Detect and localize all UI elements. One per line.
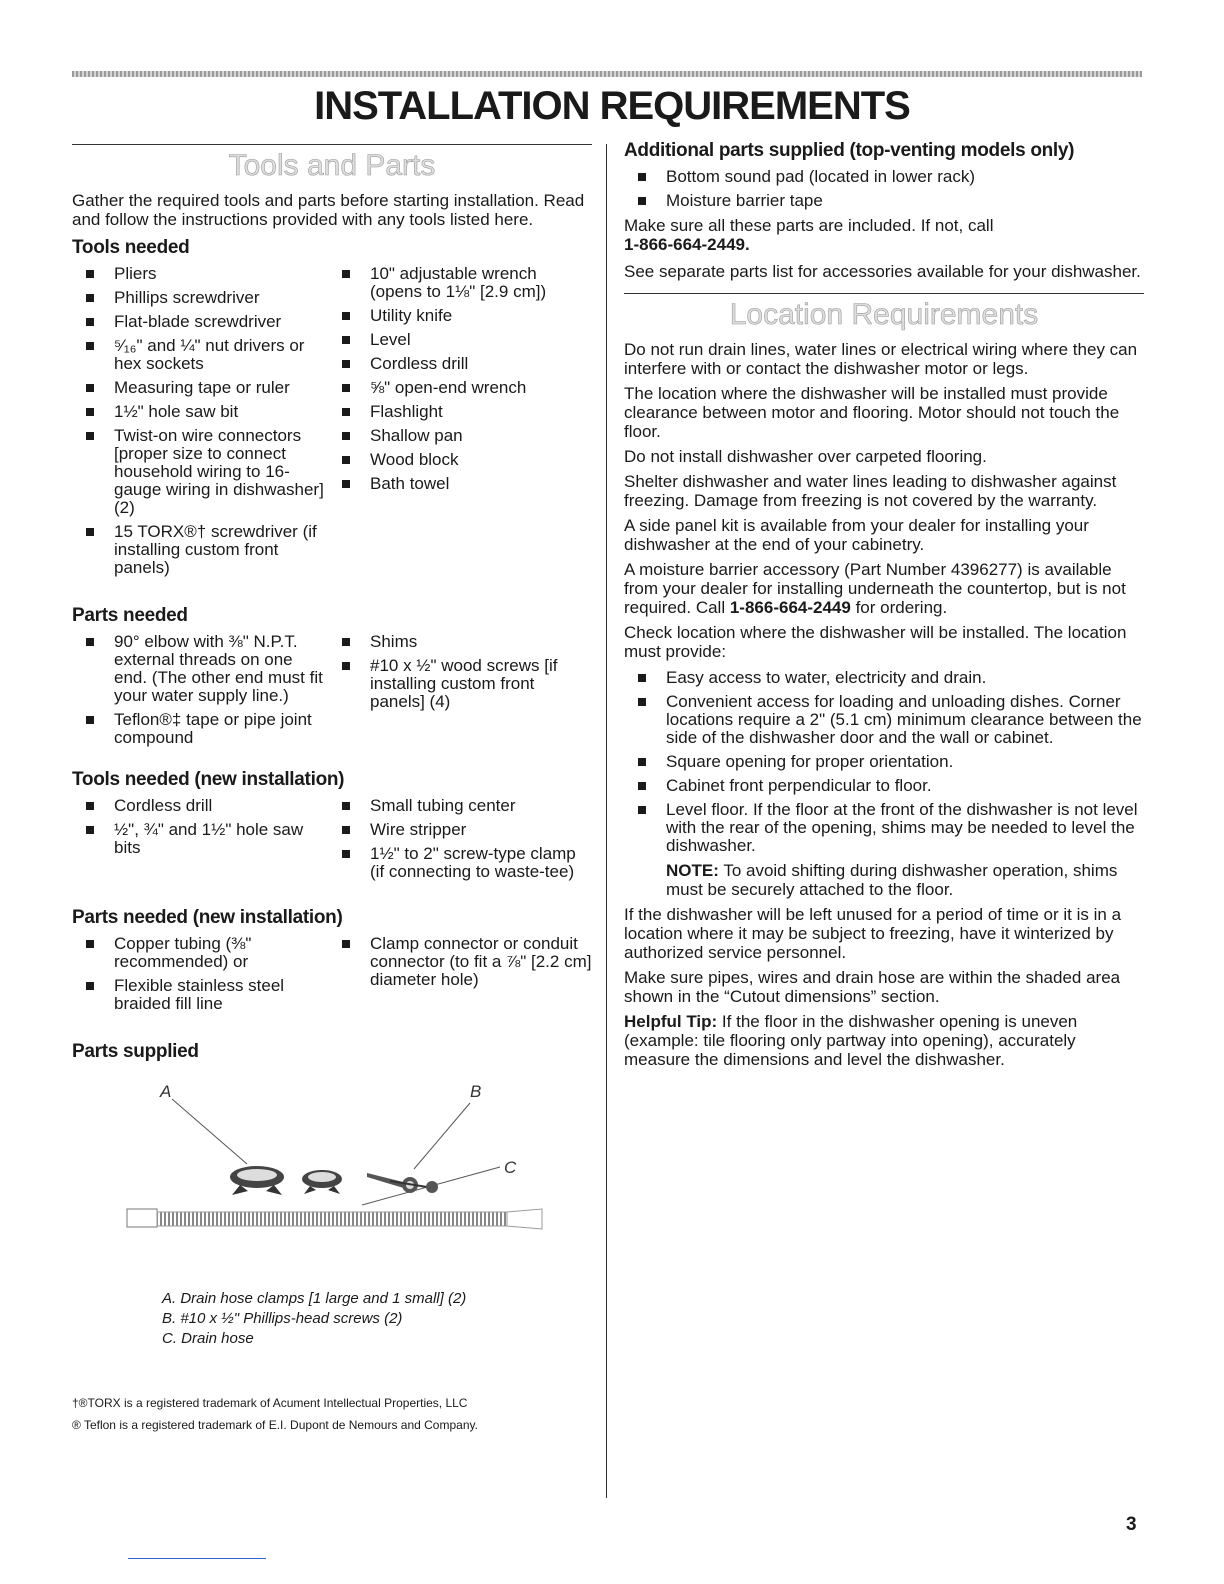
list-item: Cordless drill (72, 797, 328, 815)
winter-para: If the dishwasher will be left unused for a period of time or it is in a location where it may be subject to freezing, have it winterized by authorized service personnel. (624, 905, 1122, 962)
leader-line-b (414, 1103, 470, 1169)
list-item: Clamp connector or conduit connector (to fit a ⅞" [2.2 cm] diameter hole) (328, 935, 592, 989)
additional-parts-list (624, 168, 1144, 210)
list-item: Easy access to water, electricity and drain. (624, 669, 1144, 687)
tools-intro: Gather the required tools and parts before starting installation. Read and follow the instructions provided with any tools listed here. (72, 191, 585, 229)
moisture-post: for ordering. (855, 598, 948, 617)
call-text: Make sure all these parts are included. If not, call (624, 216, 994, 235)
parts-needed-col1 (72, 633, 328, 753)
page-title: INSTALLATION REQUIREMENTS (314, 84, 910, 128)
moisture-pre: A moisture barrier accessory (Part Number 4396277) is available from your dealer for installing underneath the countertop, but is not required. Call (624, 560, 1126, 617)
footnotes (72, 1395, 592, 1433)
list-item: Flexible stainless steel braided fill line (72, 977, 328, 1013)
list-item: Convenient access for loading and unloading dishes. Corner locations require a 2" (5.1 cm) minimum clearance between the side of the dishwasher door and the wall or cabinet. (624, 693, 1144, 747)
list-item: 15 TORX®† screwdriver (if installing custom front panels) (72, 523, 328, 577)
column-divider (606, 144, 607, 1498)
list-item: Phillips screwdriver (72, 289, 328, 307)
pipes-para: Make sure pipes, wires and drain hose are within the shaded area shown in the “Cutout dimensions” section. (624, 968, 1121, 1006)
screws-icon (367, 1173, 438, 1193)
parts-needed-col2 (328, 633, 592, 753)
page-number: 3 (1126, 1514, 1137, 1535)
header-bar (72, 71, 1142, 77)
tools-needed-col2 (328, 265, 592, 583)
list-item: Level (328, 331, 592, 349)
tools-parts-heading: Tools and Parts (228, 149, 436, 182)
list-item: ⅝" open-end wrench (328, 379, 592, 397)
tools-new-col2 (328, 797, 592, 887)
list-item: ⁵⁄₁₆" and ¼" nut drivers or hex sockets (72, 337, 328, 373)
parts-illustration (72, 1069, 592, 1279)
list-item: Wire stripper (328, 821, 592, 839)
list-item: 1½" to 2" screw-type clamp (if connecting to waste-tee) (328, 845, 592, 881)
footer-line (128, 1558, 266, 1559)
label-b: B (470, 1082, 482, 1101)
footnote-torx: †®TORX is a registered trademark of Acument Intellectual Properties, LLC (72, 1396, 468, 1410)
section-rule (624, 293, 1144, 294)
tools-needed-list (72, 265, 592, 583)
note-para (624, 861, 1144, 899)
list-item: Flat-blade screwdriver (72, 313, 328, 331)
location-heading: Location Requirements (729, 298, 1039, 331)
list-item: Utility knife (328, 307, 592, 325)
check-para: Check location where the dishwasher will be installed. The location must provide: (624, 623, 1127, 661)
list-item: Cordless drill (328, 355, 592, 373)
tools-new-col1 (72, 797, 328, 887)
large-clamp-icon (230, 1166, 284, 1195)
location-para-3: Do not install dishwasher over carpeted flooring. (624, 447, 987, 466)
list-item: Bath towel (328, 475, 592, 493)
parts-needed-heading: Parts needed (72, 605, 188, 626)
list-item: Twist-on wire connectors [proper size to connect household wiring to 16-gauge wiring in dishwasher] (2) (72, 427, 328, 517)
right-column (624, 140, 1144, 1075)
location-list (624, 669, 1144, 855)
location-para-4: Shelter dishwasher and water lines leading to dishwasher against freezing. Damage from freezing is not covered by the warranty. (624, 472, 1117, 510)
small-clamp-icon (302, 1170, 342, 1194)
list-item: Level floor. If the floor at the front of the dishwasher is not level with the rear of the opening, shims may be needed to level the dishwasher. (624, 801, 1144, 855)
parts-new-list (72, 935, 592, 1019)
location-para-5: A side panel kit is available from your dealer for installing your dishwasher at the end of your cabinetry. (624, 516, 1089, 554)
list-item: Square opening for proper orientation. (624, 753, 1144, 771)
list-item: 10" adjustable wrench (opens to 1⅛" [2.9 cm]) (328, 265, 592, 301)
footnote-teflon: ® Teflon is a registered trademark of E.I. Dupont de Nemours and Company. (72, 1418, 478, 1432)
tools-needed-col1 (72, 265, 328, 583)
list-item: Flashlight (328, 403, 592, 421)
list-item: Teflon®‡ tape or pipe joint compound (72, 711, 328, 747)
list-item: Copper tubing (⅜" recommended) or (72, 935, 328, 971)
parts-supplied-heading: Parts supplied (72, 1041, 199, 1062)
list-item: Small tubing center (328, 797, 592, 815)
list-item: ½", ¾" and 1½" hole saw bits (72, 821, 328, 857)
parts-new-col1 (72, 935, 328, 1019)
list-item: Shims (328, 633, 592, 651)
label-a: A (160, 1082, 172, 1101)
drain-hose-icon (127, 1209, 542, 1229)
parts-supplied-figure (72, 1069, 592, 1289)
label-c: C (504, 1158, 517, 1177)
call-phone: 1-866-664-2449. (624, 235, 750, 254)
figure-captions (72, 1289, 592, 1349)
left-column (72, 144, 592, 1439)
list-item: Wood block (328, 451, 592, 469)
list-item: Pliers (72, 265, 328, 283)
moisture-para (624, 560, 1144, 617)
caption-b: B. #10 x ½" Phillips-head screws (2) (162, 1310, 403, 1327)
caption-a: A. Drain hose clamps [1 large and 1 small] (2) (162, 1290, 467, 1307)
location-para-2: The location where the dishwasher will be installed must provide clearance between motor and flooring. Motor should not touch the floor. (624, 384, 1120, 441)
list-item: #10 x ½" wood screws [if installing custom front panels] (4) (328, 657, 592, 711)
parts-new-col2 (328, 935, 592, 1019)
leader-line-a (172, 1099, 247, 1164)
list-item: Shallow pan (328, 427, 592, 445)
list-item: 1½" hole saw bit (72, 403, 328, 421)
tools-needed-heading: Tools needed (72, 237, 190, 258)
parts-new-heading: Parts needed (new installation) (72, 907, 343, 928)
note-text: To avoid shifting during dishwasher operation, shims must be securely attached to the floor. (666, 861, 1118, 899)
list-item: Measuring tape or ruler (72, 379, 328, 397)
note-label: NOTE: (666, 861, 719, 880)
tip-text: If the floor in the dishwasher opening is uneven (example: tile flooring only partway into opening), accurately measure the dimensions and level the dishwasher. (624, 1012, 1078, 1069)
caption-c: C. Drain hose (162, 1330, 254, 1347)
section-rule (72, 144, 592, 145)
additional-parts-heading: Additional parts supplied (top-venting models only) (624, 140, 1075, 161)
location-para-1: Do not run drain lines, water lines or electrical wiring where they can interfere with or contact the dishwasher motor or legs. (624, 340, 1138, 378)
parts-needed-list (72, 633, 592, 753)
moisture-phone: 1-866-664-2449 (729, 598, 851, 617)
list-item: Cabinet front perpendicular to floor. (624, 777, 1144, 795)
tip-label: Helpful Tip: (624, 1012, 718, 1031)
list-item: Bottom sound pad (located in lower rack) (624, 168, 1144, 186)
tools-new-list (72, 797, 592, 887)
list-item: Moisture barrier tape (624, 192, 1144, 210)
additional-call (624, 216, 1144, 254)
list-item: 90° elbow with ⅜" N.P.T. external threads on one end. (The other end must fit your water supply line.) (72, 633, 328, 705)
additional-see: See separate parts list for accessories available for your dishwasher. (624, 262, 1141, 281)
tip-para (624, 1012, 1144, 1069)
tools-new-heading: Tools needed (new installation) (72, 769, 345, 790)
